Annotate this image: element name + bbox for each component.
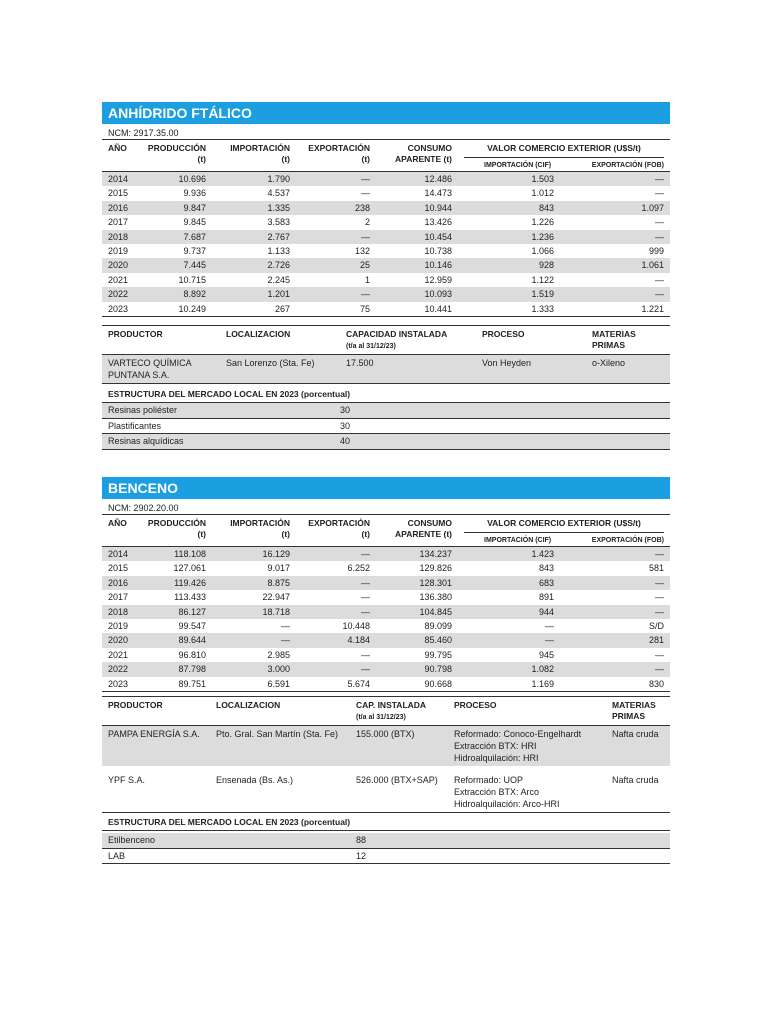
table-cell: —	[361, 231, 370, 242]
table-cell: —	[545, 635, 554, 646]
table-cell: 2014	[108, 549, 129, 559]
table-cell: 1.082	[531, 664, 554, 675]
table-cell: 1.790	[267, 174, 290, 184]
col-productor: PRODUCTOR	[108, 700, 163, 711]
estructura-title: ESTRUCTURA DEL MERCADO LOCAL EN 2023 (porcentual)	[102, 384, 670, 403]
table-cell: 10.093	[424, 289, 452, 300]
table-cell: 89.644	[178, 635, 206, 646]
producer-row: YPF S.A. Ensenada (Bs. As.) 526.000 (BTX+SAP) Reformado: UOP Extracción BTX: Arco Hidroalquilación: Arco-HRI Nafta cruda	[102, 766, 670, 813]
table-cell: 2023	[108, 303, 129, 314]
estructura-label: Resinas alquídicas	[108, 436, 184, 447]
table-cell: 104.845	[419, 606, 452, 617]
producers-table	[102, 696, 670, 813]
table-cell: —	[655, 231, 664, 242]
table-cell: 8.892	[183, 289, 206, 300]
table-cell: 118.108	[174, 549, 206, 559]
table-row	[102, 302, 670, 317]
table-cell: 2.985	[267, 649, 290, 660]
table-cell: 8.875	[267, 577, 290, 588]
table-cell: 10.249	[178, 303, 206, 314]
table-cell: 129.826	[419, 563, 452, 574]
table-cell: 2017	[108, 217, 129, 228]
col-valor-comercio: VALOR COMERCIO EXTERIOR (U$S/t) IMPORTACIÓN (CIF) EXPORTACIÓN (FOB)	[458, 515, 670, 547]
table-cell: —	[655, 174, 664, 184]
estructura-row	[102, 418, 670, 434]
table-cell: 3.583	[267, 217, 290, 228]
col-productor: PRODUCTOR	[108, 329, 163, 340]
table-cell: 12.959	[424, 274, 452, 285]
table-cell: —	[655, 549, 664, 559]
col-exportacion: EXPORTACIÓN (t)	[308, 518, 370, 539]
producer-row: VARTECO QUÍMICA PUNTANA S.A. San Lorenzo (Sta. Fe) 17.500 Von Heyden o-Xileno	[102, 355, 670, 384]
table-cell: 10.146	[424, 260, 452, 271]
table-cell: 2017	[108, 592, 129, 603]
table-cell: 1.221	[641, 303, 664, 314]
estructura-value: 88	[356, 835, 367, 846]
table-cell: 5.674	[347, 678, 370, 689]
estructura-row	[102, 403, 670, 418]
table-cell: 128.301	[419, 577, 452, 588]
col-ano: AÑO	[108, 518, 127, 528]
table-cell: 96.810	[178, 649, 206, 660]
table-cell: 86.127	[178, 606, 206, 617]
table-cell: 22.947	[262, 592, 290, 603]
section-title: ANHÍDRIDO FTÁLICO	[102, 102, 670, 124]
estructura-value: 30	[340, 405, 351, 416]
table-cell: —	[361, 664, 370, 675]
table-row	[102, 677, 670, 692]
table-cell: 1.097	[641, 202, 664, 213]
table-cell: 1.169	[531, 678, 554, 689]
table-cell: 1.066	[531, 246, 554, 257]
table-row	[102, 230, 670, 244]
producers-header	[102, 326, 670, 355]
section-anhidrido-ftalico	[102, 102, 670, 450]
table-cell: 99.795	[424, 649, 452, 660]
table-cell: 1.122	[531, 274, 554, 285]
table-cell: 7.445	[183, 260, 206, 271]
table-cell: 2015	[108, 563, 129, 574]
col-localizacion: LOCALIZACION	[226, 329, 291, 340]
table-cell: 10.441	[424, 303, 452, 314]
table-cell: 3.000	[267, 664, 290, 675]
table-cell: 75	[359, 303, 370, 314]
estructura-table	[102, 403, 670, 450]
table-cell: 9.845	[183, 217, 206, 228]
table-cell: 25	[359, 260, 370, 271]
estructura-table	[102, 833, 670, 864]
table-cell: 2019	[108, 621, 129, 632]
estructura-label: Etilbenceno	[108, 835, 156, 846]
section-title: BENCENO	[102, 477, 670, 499]
table-cell: 4.537	[267, 188, 290, 199]
table-row	[102, 287, 670, 301]
col-importacion: IMPORTACIÓN (t)	[230, 143, 290, 164]
table-cell: —	[361, 649, 370, 660]
table-cell: 132	[354, 246, 370, 257]
table-cell: 928	[538, 260, 554, 271]
table-cell: 113.433	[174, 592, 206, 603]
table-cell: 2018	[108, 231, 129, 242]
col-imp-cif: IMPORTACIÓN (CIF)	[484, 162, 552, 169]
table-cell: 1.335	[267, 202, 290, 213]
table-cell: 267	[274, 303, 290, 314]
table-cell: 238	[354, 202, 370, 213]
table-cell: —	[655, 664, 664, 675]
estructura-label: LAB	[108, 850, 126, 861]
table-cell: —	[281, 635, 290, 646]
table-cell: 945	[538, 649, 554, 660]
table-cell: 10.715	[178, 274, 206, 285]
table-cell: 10.738	[424, 246, 452, 257]
table-row	[102, 201, 670, 215]
col-valor-comercio: VALOR COMERCIO EXTERIOR (U$S/t) IMPORTACIÓN (CIF) EXPORTACIÓN (FOB)	[458, 140, 670, 172]
section-benceno	[102, 477, 670, 864]
table-cell: —	[361, 549, 370, 559]
table-cell: 119.426	[174, 577, 206, 588]
table-cell: 6.252	[347, 563, 370, 574]
table-cell: —	[545, 621, 554, 632]
table-cell: 99.547	[178, 621, 206, 632]
table-cell: 18.718	[262, 606, 290, 617]
table-cell: 2021	[108, 274, 129, 285]
col-importacion: IMPORTACIÓN (t)	[230, 518, 290, 539]
table-header	[102, 515, 670, 547]
col-imp-cif: IMPORTACIÓN (CIF)	[484, 537, 552, 544]
table-cell: —	[655, 217, 664, 228]
table-cell: 1.133	[267, 246, 290, 257]
table-cell: 2019	[108, 246, 129, 257]
col-consumo: CONSUMO APARENTE (t)	[395, 143, 452, 164]
table-cell: 7.687	[183, 231, 206, 242]
table-cell: —	[655, 577, 664, 588]
table-cell: 90.798	[424, 664, 452, 675]
table-cell: —	[361, 577, 370, 588]
table-cell: 9.737	[183, 246, 206, 257]
table-cell: —	[655, 289, 664, 300]
table-row	[102, 662, 670, 676]
table-cell: 13.426	[424, 217, 452, 228]
table-cell: 90.668	[424, 678, 452, 689]
table-cell: 999	[648, 246, 664, 257]
trade-table	[102, 515, 670, 692]
estructura-value: 12	[356, 850, 367, 861]
col-proceso: PROCESO	[454, 700, 497, 711]
table-cell: 9.847	[183, 202, 206, 213]
table-cell: 1.061	[641, 260, 664, 271]
table-cell: 16.129	[262, 549, 290, 559]
table-row	[102, 605, 670, 619]
col-consumo: CONSUMO APARENTE (t)	[395, 518, 452, 539]
table-header	[102, 140, 670, 172]
col-exp-fob: EXPORTACIÓN (FOB)	[591, 162, 664, 169]
table-cell: 281	[648, 635, 664, 646]
col-capacidad: CAP. INSTALADA (t/a al 31/12/23)	[356, 700, 427, 722]
table-cell: 1.519	[531, 289, 554, 300]
table-cell: —	[361, 592, 370, 603]
col-exportacion: EXPORTACIÓN (t)	[308, 143, 370, 164]
estructura-row	[102, 833, 670, 848]
table-cell: 89.099	[424, 621, 452, 632]
table-cell: 2020	[108, 260, 129, 271]
col-ano: AÑO	[108, 143, 127, 153]
table-cell: 1.236	[531, 231, 554, 242]
table-cell: 1.423	[531, 549, 554, 559]
table-cell: 843	[538, 202, 554, 213]
table-row	[102, 561, 670, 575]
table-row	[102, 576, 670, 590]
col-exp-fob: EXPORTACIÓN (FOB)	[591, 537, 664, 544]
table-cell: 10.944	[424, 202, 452, 213]
table-row	[102, 633, 670, 647]
table-cell: 89.751	[178, 678, 206, 689]
table-cell: 1.012	[531, 188, 554, 199]
table-cell: 2023	[108, 678, 129, 689]
table-cell: 9.017	[267, 563, 290, 574]
trade-table	[102, 140, 670, 317]
col-materias: MATERIAS PRIMAS	[612, 700, 656, 722]
table-cell: 2016	[108, 202, 129, 213]
estructura-label: Plastificantes	[108, 420, 162, 431]
table-cell: 14.473	[424, 188, 452, 199]
table-row	[102, 590, 670, 604]
ncm-code: NCM: 2902.20.00	[102, 499, 670, 515]
producers-table	[102, 325, 670, 384]
table-cell: 10.696	[178, 174, 206, 184]
table-row	[102, 244, 670, 258]
table-cell: —	[655, 274, 664, 285]
table-cell: 2018	[108, 606, 129, 617]
table-row	[102, 186, 670, 200]
table-cell: 136.380	[419, 592, 452, 603]
table-cell: 2015	[108, 188, 129, 199]
table-cell: —	[655, 649, 664, 660]
table-cell: —	[361, 174, 370, 184]
table-cell: 1.226	[531, 217, 554, 228]
table-cell: —	[361, 289, 370, 300]
table-cell: 2.767	[267, 231, 290, 242]
table-cell: 134.237	[419, 549, 452, 559]
table-cell: 12.486	[424, 174, 452, 184]
table-cell: 843	[538, 563, 554, 574]
estructura-value: 30	[340, 420, 351, 431]
table-cell: 2021	[108, 649, 129, 660]
table-cell: 87.798	[178, 664, 206, 675]
table-cell: 10.448	[342, 621, 370, 632]
table-row	[102, 648, 670, 662]
table-cell: 85.460	[424, 635, 452, 646]
table-cell: 683	[538, 577, 554, 588]
table-cell: 2.726	[267, 260, 290, 271]
producer-row: PAMPA ENERGÍA S.A. Pto. Gral. San Martín (Sta. Fe) 155.000 (BTX) Reformado: Conoco-Engelhardt Extracción BTX: HRI Hidroalquilación: HRI Nafta cruda	[102, 726, 670, 767]
table-cell: —	[361, 606, 370, 617]
table-cell: 10.454	[424, 231, 452, 242]
table-row	[102, 619, 670, 633]
table-cell: S/D	[648, 621, 664, 632]
table-row	[102, 172, 670, 187]
table-cell: 2.245	[267, 274, 290, 285]
estructura-label: Resinas poliéster	[108, 405, 178, 416]
table-cell: 1	[364, 274, 370, 285]
table-cell: 127.061	[173, 563, 206, 574]
col-capacidad: CAPACIDAD INSTALADA (t/a al 31/12/23)	[346, 329, 448, 351]
table-cell: 2022	[108, 664, 129, 675]
table-cell: —	[655, 188, 664, 199]
table-row	[102, 258, 670, 272]
col-proceso: PROCESO	[482, 329, 525, 340]
estructura-value: 40	[340, 436, 351, 447]
table-cell: 830	[648, 678, 664, 689]
table-cell: —	[655, 592, 664, 603]
col-localizacion: LOCALIZACION	[216, 700, 281, 711]
table-cell: 2020	[108, 635, 129, 646]
table-cell: —	[361, 188, 370, 199]
table-cell: 2022	[108, 289, 129, 300]
producers-header	[102, 697, 670, 726]
table-cell: 2	[364, 217, 370, 228]
table-cell: 944	[538, 606, 554, 617]
table-row	[102, 215, 670, 229]
table-row	[102, 547, 670, 562]
estructura-title: ESTRUCTURA DEL MERCADO LOCAL EN 2023 (porcentual)	[102, 813, 670, 831]
table-cell: 1.503	[531, 174, 554, 184]
table-cell: 891	[538, 592, 554, 603]
table-cell: 2016	[108, 577, 129, 588]
table-cell: 4.184	[347, 635, 370, 646]
table-row	[102, 273, 670, 287]
table-cell: 581	[648, 563, 664, 574]
estructura-row	[102, 848, 670, 864]
col-produccion: PRODUCCIÓN (t)	[147, 143, 206, 164]
estructura-row	[102, 434, 670, 450]
table-cell: —	[655, 606, 664, 617]
ncm-code: NCM: 2917.35.00	[102, 124, 670, 140]
table-cell: —	[281, 621, 290, 632]
table-cell: 1.201	[267, 289, 290, 300]
table-cell: 9.936	[183, 188, 206, 199]
table-cell: 6.591	[267, 678, 290, 689]
table-cell: 1.333	[531, 303, 554, 314]
col-materias: MATERIAS PRIMAS	[592, 329, 636, 351]
col-produccion: PRODUCCIÓN (t)	[147, 518, 206, 539]
table-cell: 2014	[108, 174, 129, 184]
